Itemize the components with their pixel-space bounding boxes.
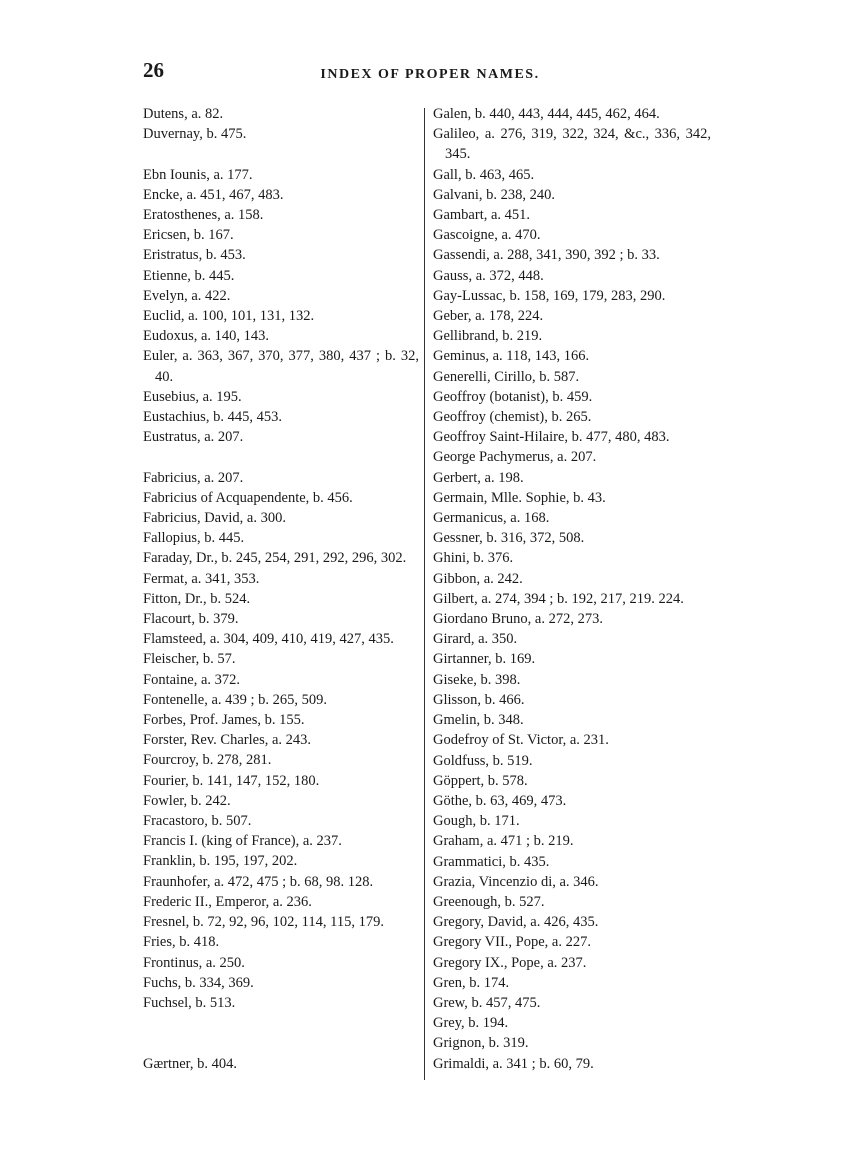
index-entry: Eudoxus, a. 140, 143.: [143, 328, 270, 345]
index-entry: Göppert, b. 578.: [433, 772, 528, 789]
index-entry: Fontenelle, a. 439 ; b. 265, 509.: [143, 691, 328, 708]
index-entry: Gibbon, a. 242.: [433, 570, 523, 587]
index-entry: Grignon, b. 319.: [433, 1035, 529, 1052]
index-entry: Geber, a. 178, 224.: [433, 308, 544, 325]
index-entry: Fermat, a. 341, 353.: [143, 570, 260, 587]
index-entry: Göthe, b. 63, 469, 473.: [433, 792, 567, 809]
index-entry: Geoffroy (botanist), b. 459.: [433, 388, 593, 405]
index-entry: Fitton, Dr., b. 524.: [143, 590, 251, 607]
index-entry: Grimaldi, a. 341 ; b. 60, 79.: [433, 1055, 594, 1072]
index-entry: Eustratus, a. 207.: [143, 429, 244, 446]
index-entry: Fleischer, b. 57.: [143, 651, 236, 668]
index-entry: Dutens, a. 82.: [143, 106, 224, 122]
index-entry: Eratosthenes, a. 158.: [143, 207, 264, 223]
index-entry: Girard, a. 350.: [433, 631, 518, 648]
index-entry: Gregory VII., Pope, a. 227.: [433, 934, 591, 951]
index-entry: Gren, b. 174.: [433, 974, 510, 991]
index-entry: Frontinus, a. 250.: [143, 954, 245, 971]
index-entry: Forster, Rev. Charles, a. 243.: [143, 732, 312, 749]
index-entry: Geoffroy Saint-Hilaire, b. 477, 480, 483.: [433, 429, 670, 446]
index-entry: Galileo, a. 276, 319, 322, 324, &c., 336, 342, 345.: [433, 126, 711, 163]
index-entry: Eustachius, b. 445, 453.: [143, 409, 282, 426]
index-entry: Francis I. (king of France), a. 237.: [143, 833, 342, 850]
index-entry: Geoffroy (chemist), b. 265.: [433, 409, 592, 426]
index-entry: Grey, b. 194.: [433, 1015, 509, 1032]
index-entry: Franklin, b. 195, 197, 202.: [143, 853, 298, 870]
index-entry: Ghini, b. 376.: [433, 550, 514, 567]
running-title: INDEX OF PROPER NAMES.: [320, 67, 540, 82]
index-entry: Etienne, b. 445.: [143, 267, 235, 284]
index-entry: Evelyn, a. 422.: [143, 287, 231, 304]
index-entry: Eristratus, b. 453.: [143, 247, 246, 264]
index-entry: Fraunhofer, a. 472, 475 ; b. 68, 98. 128.: [143, 873, 374, 890]
index-entry: Goldfuss, b. 519.: [433, 752, 533, 769]
index-entry: Godefroy of St. Victor, a. 231.: [433, 732, 609, 749]
index-entry: Fuchs, b. 334, 369.: [143, 974, 254, 991]
index-entry: Gascoigne, a. 470.: [433, 227, 541, 244]
index-entry: Grew, b. 457, 475.: [433, 994, 541, 1011]
index-entry: Fontaine, a. 372.: [143, 671, 241, 688]
index-column-right: [433, 104, 711, 1074]
index-entry: Fuchsel, b. 513.: [143, 994, 236, 1011]
index-entry: Gmelin, b. 348.: [433, 712, 524, 729]
index-entry: Glisson, b. 466.: [433, 691, 525, 708]
index-entry: Fabricius of Acquapendente, b. 456.: [143, 489, 353, 506]
index-column-left: [143, 104, 419, 1074]
index-entry: Gregory, David, a. 426, 435.: [433, 914, 599, 931]
index-entry: Faraday, Dr., b. 245, 254, 291, 292, 296, 302.: [143, 550, 407, 567]
index-entry: Graham, a. 471 ; b. 219.: [433, 833, 574, 850]
index-entry: Eusebius, a. 195.: [143, 388, 242, 405]
index-entry: Euler, a. 363, 367, 370, 377, 380, 437 ; b. 32, 40.: [143, 348, 419, 385]
column-divider: [424, 108, 425, 1080]
page-number: 26: [143, 58, 164, 82]
index-entry: Fabricius, a. 207.: [143, 469, 244, 486]
index-entry: George Pachymerus, a. 207.: [433, 449, 597, 466]
index-entry: Grazia, Vincenzio di, a. 346.: [433, 873, 599, 890]
index-entry: Fourcroy, b. 278, 281.: [143, 752, 272, 769]
index-entry: Gilbert, a. 274, 394 ; b. 192, 217, 219. 224.: [433, 590, 684, 607]
index-entry: Galvani, b. 238, 240.: [433, 186, 556, 203]
index-entry: Generelli, Cirillo, b. 587.: [433, 368, 580, 385]
index-entry: Encke, a. 451, 467, 483.: [143, 186, 284, 203]
index-entry: Gay-Lussac, b. 158, 169, 179, 283, 290.: [433, 287, 666, 304]
index-entry: Euclid, a. 100, 101, 131, 132.: [143, 308, 315, 325]
index-entry: Germanicus, a. 168.: [433, 510, 550, 527]
index-entry: Giordano Bruno, a. 272, 273.: [433, 611, 603, 628]
index-entry: Greenough, b. 527.: [433, 893, 545, 910]
index-entry: Fracastoro, b. 507.: [143, 813, 252, 830]
index-entry: Geminus, a. 118, 143, 166.: [433, 348, 590, 365]
index-entry: Galen, b. 440, 443, 444, 445, 462, 464.: [433, 106, 660, 122]
index-entry: Flamsteed, a. 304, 409, 410, 419, 427, 435.: [143, 631, 394, 648]
index-entry: Fourier, b. 141, 147, 152, 180.: [143, 772, 320, 789]
index-entry: Gauss, a. 372, 448.: [433, 267, 544, 284]
index-entry: Flacourt, b. 379.: [143, 611, 239, 628]
index-entry: Gassendi, a. 288, 341, 390, 392 ; b. 33.: [433, 247, 660, 264]
index-entry: Gærtner, b. 404.: [143, 1055, 238, 1072]
index-entry: Fallopius, b. 445.: [143, 530, 245, 547]
index-entry: Frederic II., Emperor, a. 236.: [143, 893, 312, 910]
index-entry: Forbes, Prof. James, b. 155.: [143, 712, 305, 729]
index-entry: Ericsen, b. 167.: [143, 227, 234, 244]
index-entry: Gerbert, a. 198.: [433, 469, 524, 486]
index-entry: Giseke, b. 398.: [433, 671, 521, 688]
index-entry: Gessner, b. 316, 372, 508.: [433, 530, 585, 547]
index-entry: Gellibrand, b. 219.: [433, 328, 543, 345]
index-entry: Fresnel, b. 72, 92, 96, 102, 114, 115, 179.: [143, 914, 384, 931]
index-entry: Germain, Mlle. Sophie, b. 43.: [433, 489, 606, 506]
index-entry: Fabricius, David, a. 300.: [143, 510, 286, 527]
index-entry: Gambart, a. 451.: [433, 207, 531, 224]
index-entry: Fowler, b. 242.: [143, 792, 231, 809]
index-entry: Gough, b. 171.: [433, 813, 520, 830]
index-entry: Gregory IX., Pope, a. 237.: [433, 954, 587, 971]
index-entry: Duvernay, b. 475.: [143, 126, 247, 143]
index-entry: Gall, b. 463, 465.: [433, 166, 535, 183]
index-entry: Fries, b. 418.: [143, 934, 220, 951]
index-entry: Ebn Iounis, a. 177.: [143, 166, 253, 183]
index-entry: Girtanner, b. 169.: [433, 651, 536, 668]
index-entry: Grammatici, b. 435.: [433, 853, 550, 870]
